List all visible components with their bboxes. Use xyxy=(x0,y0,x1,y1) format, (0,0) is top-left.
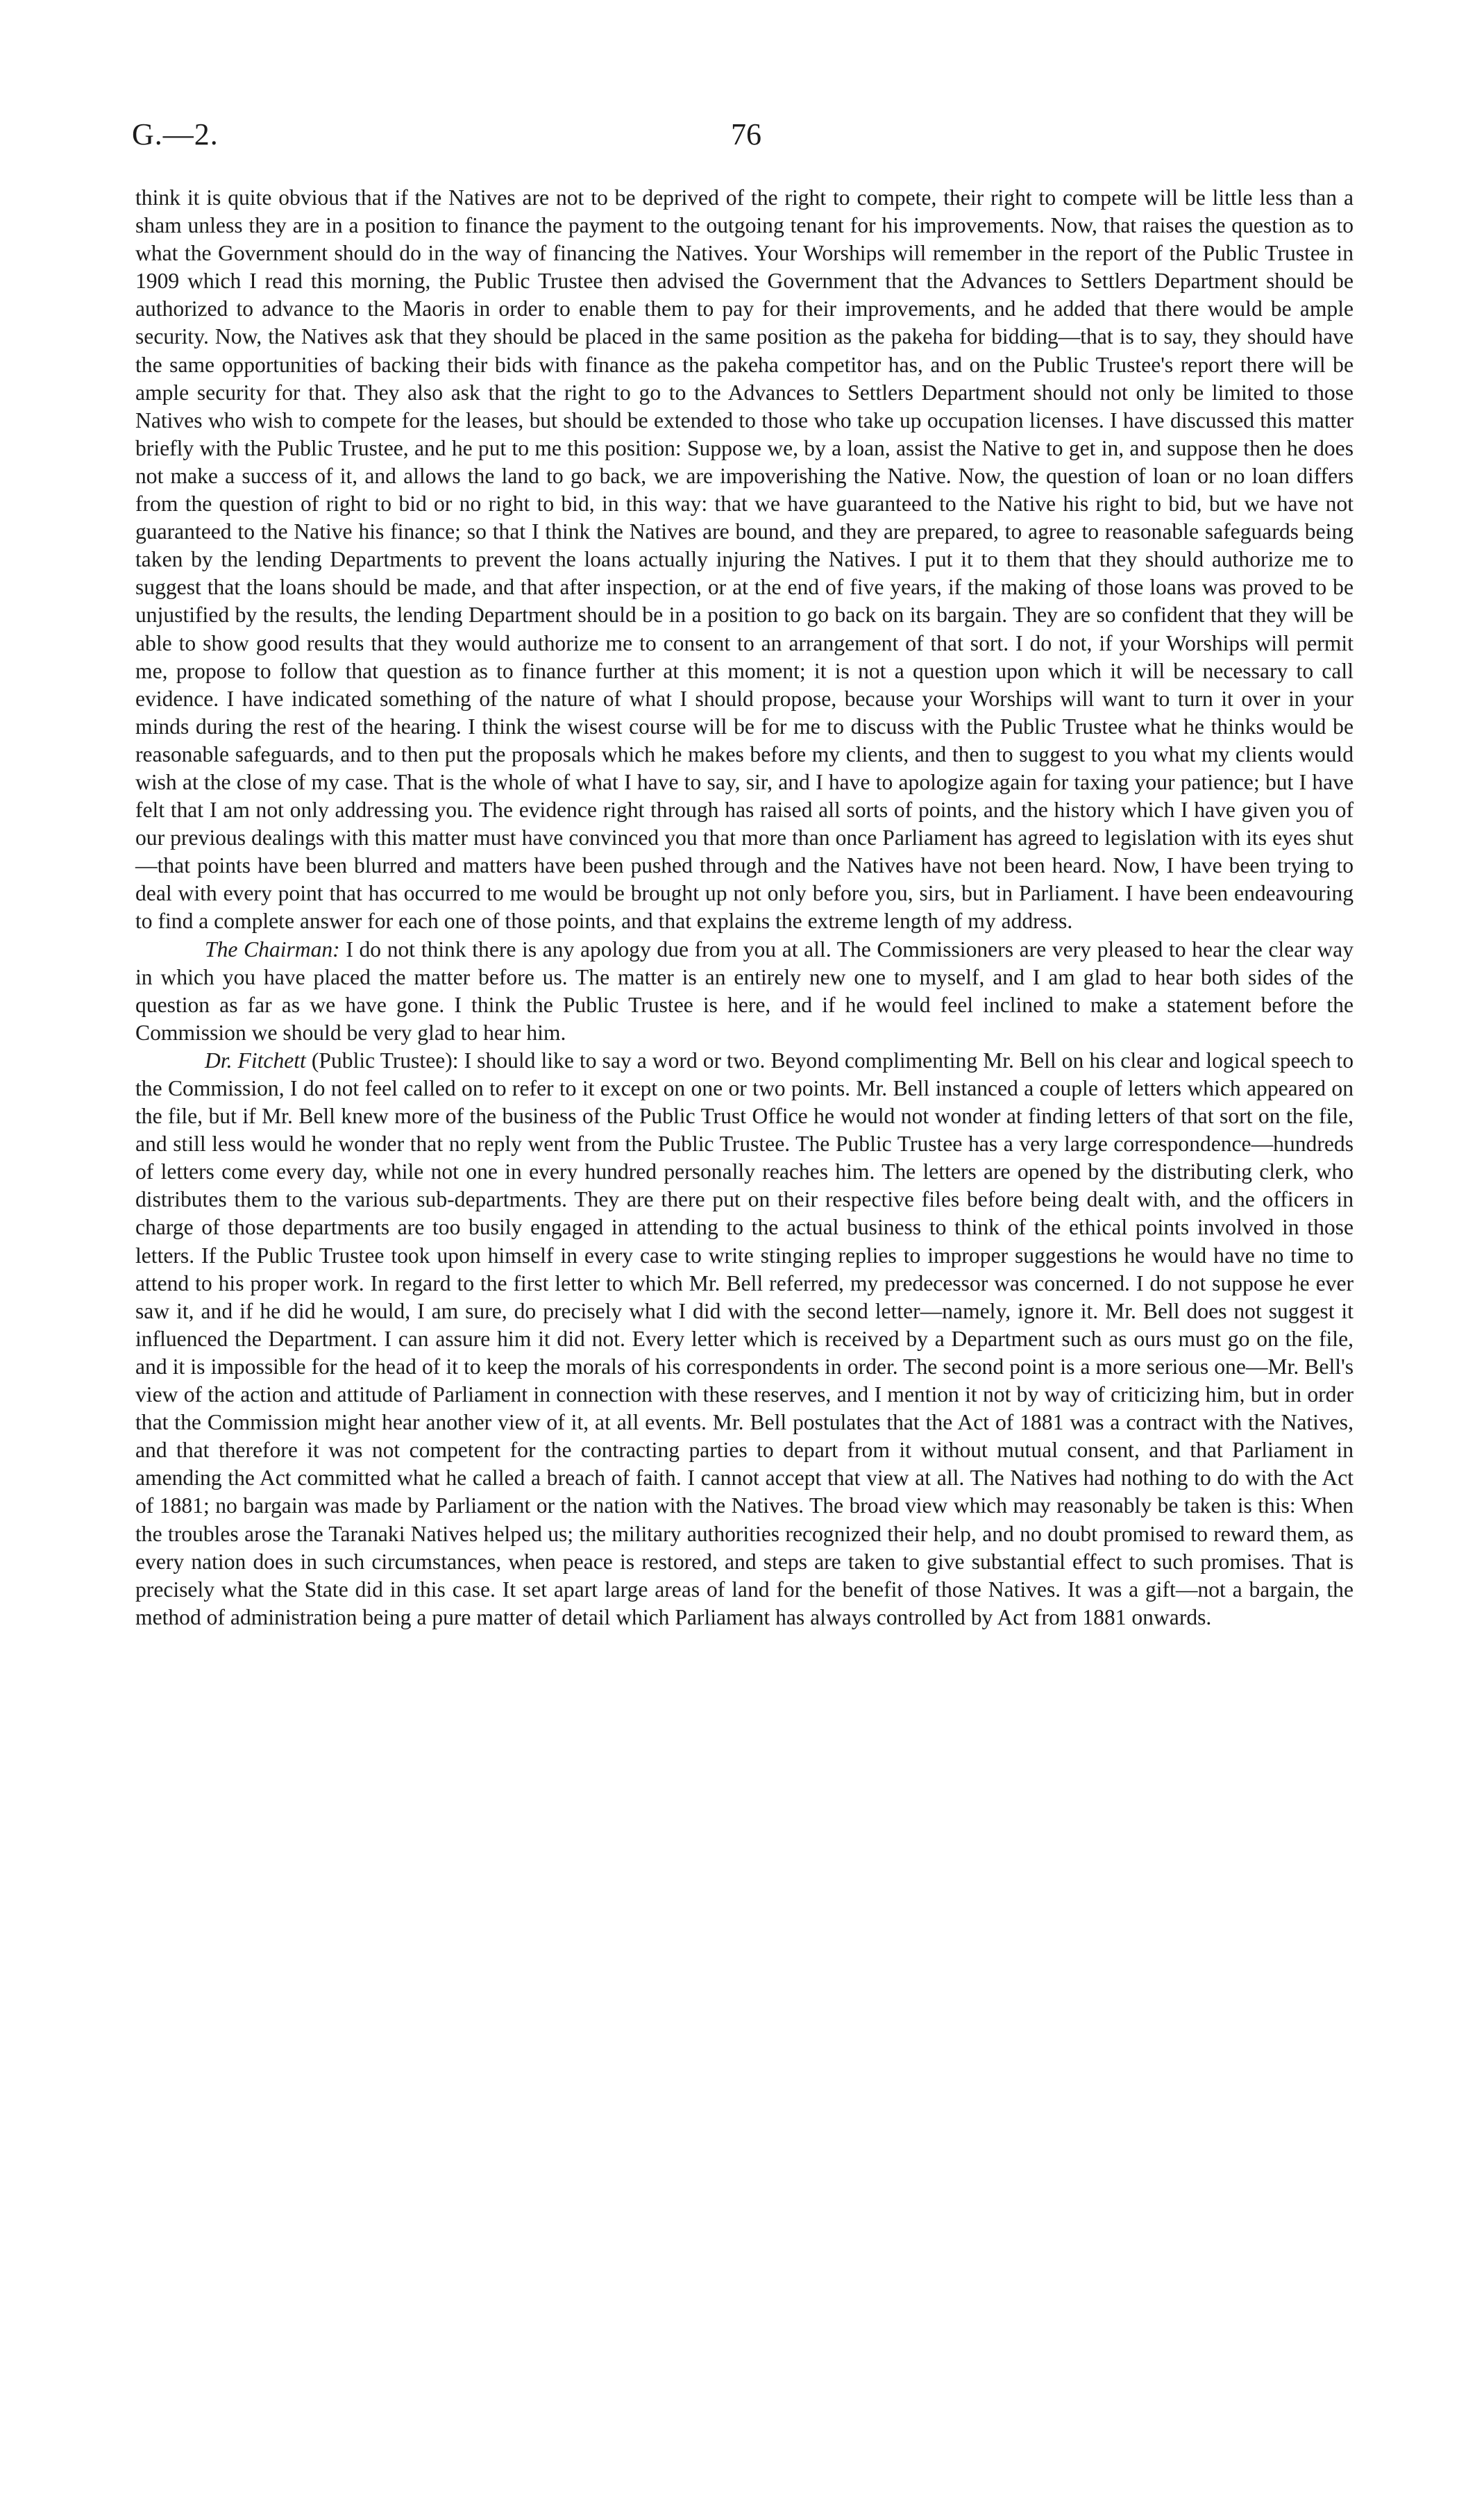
document-reference: G.—2. xyxy=(132,117,219,151)
speaker-name: Dr. Fitchett xyxy=(205,1048,306,1073)
paragraph-text: think it is quite obvious that if the Natives are not to be deprived of the right to compete, their right to compete will be little less than a sham unless they are in a position to finance the payment to the outgoing tenant for his improvements. Now, that raises the question as to what the Government should do in the way of financing the Natives. Your Worships will remember in the report of the Public Trustee in 1909 which I read this morning, the Public Trustee then advised the Government that the Advances to Settlers Department should be authorized to advance to the Maoris in order to enable them to pay for their improvements, and he added that there would be ample security. Now, the Natives ask that they should be placed in the same position as the pakeha for bidding—that is to say, they should have the same opportunities of backing their bids with finance as the pakeha competitor has, and on the Public Trustee's report there will be ample security for that. They also ask that the right to go to the Advances to Settlers Department should not only be limited to those Natives who wish to compete for the leases, but should be extended to those who take up occupation licenses. I have discussed this matter briefly with the Public Trustee, and he put to me this position: Suppose we, by a loan, assist the Native to get in, and suppose then he does not make a success of it, and allows the land to go back, we are impoverishing the Native. Now, the question of loan or no loan differs from the question of right to bid or no right to bid, in this way: that we have guaranteed to the Native his right to bid, but we have not guaranteed to the Native his finance; so that I think the Natives are bound, and they are prepared, to agree to reasonable safeguards being taken by the lending Departments to prevent the loans actually injuring the Natives. I put it to them that they should authorize me to suggest that the loans should be made, and that after inspection, or at the end of five years, if the making of those loans was proved to be unjustified by the results, the lending Department should be in a position to go back on its bargain. They are so confident that they will be able to show good results that they would authorize me to consent to an arrangement of that sort. I do not, if your Worships will permit me, propose to follow that question as to finance further at this moment; it is not a question upon which it will be necessary to call evidence. I have indicated something of the nature of what I should propose, because your Worships will want to turn it over in your minds during the rest of the hearing. I think the wisest course will be for me to discuss with the Public Trustee what he thinks would be reasonable safeguards, and to then put the proposals which he makes before my clients, and then to suggest to you what my clients would wish at the close of my case. That is the whole of what I have to say, sir, and I have to apologize again for taxing your patience; but I have felt that I am not only addressing you. The evidence right through has raised all sorts of points, and the history which I have given you of our previous dealings with this matter must have convinced you that more than once Parliament has agreed to legislation with its eyes shut—that points have been blurred and matters have been pushed through and the Natives have not been heard. Now, I have been trying to deal with every point that has occurred to me would be brought up not only before you, sirs, but in Parliament. I have been endeavouring to find a complete answer for each one of those points, and that explains the extreme length of my address. xyxy=(135,185,1354,934)
paragraph-text: I do not think there is any apology due from you at all. The Commissioners are very pleased to hear the clear way in which you have placed the matter before us. The matter is an entirely new one to myself, and I am glad to hear both sides of the question as far as we have gone. I think the Public Trustee is here, and if he would feel inclined to make a statement before the Commission we should be very glad to hear him. xyxy=(135,937,1354,1045)
paragraph-chairman xyxy=(135,936,1354,1047)
paragraph-fitchett xyxy=(135,1047,1354,1631)
body-text xyxy=(135,184,1354,1631)
page-number: 76 xyxy=(731,117,761,151)
paragraph-text: (Public Trustee): I should like to say a word or two. Beyond complimenting Mr. Bell on his clear and logical speech to the Commission, I do not feel called on to refer to it except on one or two points. Mr. Bell instanced a couple of letters which appeared on the file, but if Mr. Bell knew more of the business of the Public Trust Office he would not wonder at finding letters of that sort on the file, and still less would he wonder that no reply went from the Public Trustee. The Public Trustee has a very large correspondence—hundreds of letters come every day, while not one in every hundred personally reaches him. The letters are opened by the distributing clerk, who distributes them to the various sub-departments. They are there put on their respective files before being dealt with, and the officers in charge of those departments are too busily engaged in attending to the actual business to think of the ethical points involved in those letters. If the Public Trustee took upon himself in every case to write stinging replies to improper suggestions he would have no time to attend to his proper work. In regard to the first letter to which Mr. Bell referred, my predecessor was concerned. I do not suppose he ever saw it, and if he did he would, I am sure, do precisely what I did with the second letter—namely, ignore it. Mr. Bell does not suggest it influenced the Department. I can assure him it did not. Every letter which is received by a Department such as ours must go on the file, and it is impossible for the head of it to keep the morals of his correspondents in order. The second point is a more serious one—Mr. Bell's view of the action and attitude of Parliament in connection with these reserves, and I mention it not by way of criticizing him, but in order that the Commission might hear another view of it, at all events. Mr. Bell postulates that the Act of 1881 was a contract with the Natives, and that therefore it was not competent for the contracting parties to depart from it without mutual consent, and that Parliament in amending the Act committed what he called a breach of faith. I cannot accept that view at all. The Natives had nothing to do with the Act of 1881; no bargain was made by Parliament or the nation with the Natives. The broad view which may reasonably be taken is this: When the troubles arose the Taranaki Natives helped us; the military authorities recognized their help, and no doubt promised to reward them, as every nation does in such circumstances, when peace is restored, and steps are taken to give substantial effect to such promises. That is precisely what the State did in this case. It set apart large areas of land for the benefit of those Natives. It was a gift—not a bargain, the method of administration being a pure matter of detail which Parliament has always controlled by Act from 1881 onwards. xyxy=(135,1048,1354,1629)
speaker-name: The Chairman: xyxy=(205,937,340,962)
page-header xyxy=(132,117,1360,158)
paragraph-bell-address xyxy=(135,184,1354,936)
